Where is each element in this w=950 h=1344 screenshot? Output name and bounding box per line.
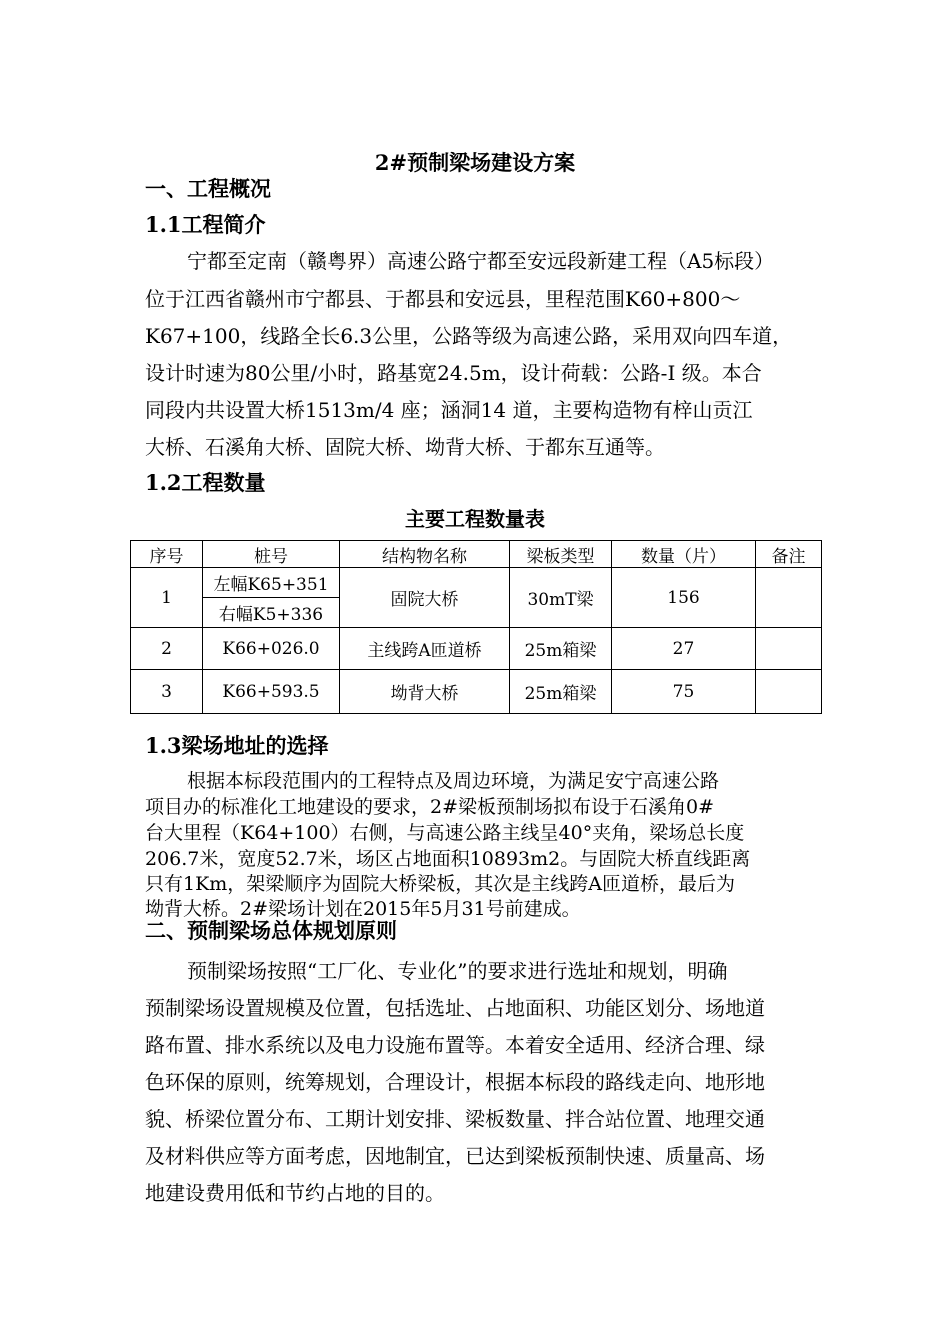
subsection-1-1-heading: 1.1工程简介 <box>145 212 266 237</box>
section-2-heading: 二、预制梁场总体规划原则 <box>145 918 397 943</box>
principle-line-1: 预制梁场按照“工厂化、专业化”的要求进行选址和规划，明确 <box>187 959 728 983</box>
site-line-2: 项目办的标准化工地建设的要求，2#梁板预制场拟布设于石溪角0# <box>145 796 715 818</box>
principle-line-4: 色环保的原则，统筹规划，合理设计，根据本标段的路线走向、地形地 <box>145 1070 765 1094</box>
cell-girder-type: 25m箱梁 <box>510 670 612 714</box>
cell-structure-name: 主线跨A匝道桥 <box>340 628 510 670</box>
header-girder-type: 梁板类型 <box>510 541 612 568</box>
header-notes: 备注 <box>756 541 822 568</box>
intro-line-3: K67+100，线路全长6.3公里，公路等级为高速公路，采用双向四车道， <box>145 324 793 348</box>
cell-index: 3 <box>131 670 203 714</box>
header-quantity: 数量（片） <box>612 541 756 568</box>
principle-line-7: 地建设费用低和节约占地的目的。 <box>145 1181 445 1205</box>
principle-line-2: 预制梁场设置规模及位置，包括选址、占地面积、功能区划分、场地道 <box>145 996 765 1020</box>
header-index: 序号 <box>131 541 203 568</box>
cell-index: 1 <box>131 568 203 628</box>
subsection-1-3-heading: 1.3梁场地址的选择 <box>145 733 329 758</box>
site-line-3: 台大里程（K64+100）右侧，与高速公路主线呈40°夹角，梁场总长度 <box>145 822 745 844</box>
cell-quantity: 27 <box>612 628 756 670</box>
intro-line-5: 同段内共设置大桥1513m/4 座；涵洞14 道，主要构造物有梓山贡江 <box>145 398 753 422</box>
cell-notes <box>756 670 822 714</box>
cell-station: K66+026.0 <box>203 628 340 670</box>
cell-girder-type: 25m箱梁 <box>510 628 612 670</box>
intro-line-6: 大桥、石溪角大桥、固院大桥、坳背大桥、于都东互通等。 <box>145 435 665 459</box>
table-row <box>131 670 822 714</box>
cell-structure-name: 坳背大桥 <box>340 670 510 714</box>
site-line-5: 只有1Km，架梁顺序为固院大桥梁板，其次是主线跨A匝道桥，最后为 <box>145 873 736 895</box>
quantity-table <box>130 540 822 714</box>
site-line-1: 根据本标段范围内的工程特点及周边环境，为满足安宁高速公路 <box>187 770 720 792</box>
header-structure-name: 结构物名称 <box>340 541 510 568</box>
principle-line-5: 貌、桥梁位置分布、工期计划安排、梁板数量、拌合站位置、地理交通 <box>145 1107 765 1131</box>
cell-notes <box>756 628 822 670</box>
site-line-4: 206.7米，宽度52.7米，场区占地面积10893m2。与固院大桥直线距离 <box>145 848 751 870</box>
subsection-1-2-heading: 1.2工程数量 <box>145 470 266 495</box>
cell-index: 2 <box>131 628 203 670</box>
cell-quantity: 75 <box>612 670 756 714</box>
cell-station: 右幅K5+336 <box>203 598 340 628</box>
table-header-row <box>131 541 822 568</box>
cell-structure-name: 固院大桥 <box>340 568 510 628</box>
document-title: 2#预制梁场建设方案 <box>374 150 576 175</box>
principle-line-3: 路布置、排水系统以及电力设施布置等。本着安全适用、经济合理、绿 <box>145 1033 765 1057</box>
cell-notes <box>756 568 822 628</box>
site-line-6: 坳背大桥。2#梁场计划在2015年5月31号前建成。 <box>145 898 581 920</box>
intro-line-2: 位于江西省赣州市宁都县、于都县和安远县，里程范围K60+800～ <box>145 287 741 311</box>
intro-line-4: 设计时速为80公里/小时，路基宽24.5m，设计荷载：公路-Ⅰ 级。本合 <box>145 361 762 385</box>
header-station: 桩号 <box>203 541 340 568</box>
section-1-heading: 一、工程概况 <box>145 176 271 201</box>
cell-station: 左幅K65+351 <box>203 568 340 598</box>
cell-quantity: 156 <box>612 568 756 628</box>
table-title: 主要工程数量表 <box>405 507 545 531</box>
principle-line-6: 及材料供应等方面考虑，因地制宜，已达到梁板预制快速、质量高、场 <box>145 1144 765 1168</box>
cell-station: K66+593.5 <box>203 670 340 714</box>
cell-girder-type: 30mT梁 <box>510 568 612 628</box>
table-row <box>131 568 822 598</box>
table-row <box>131 628 822 670</box>
intro-line-1: 宁都至定南（赣粤界）高速公路宁都至安远段新建工程（A5标段） <box>187 249 775 273</box>
